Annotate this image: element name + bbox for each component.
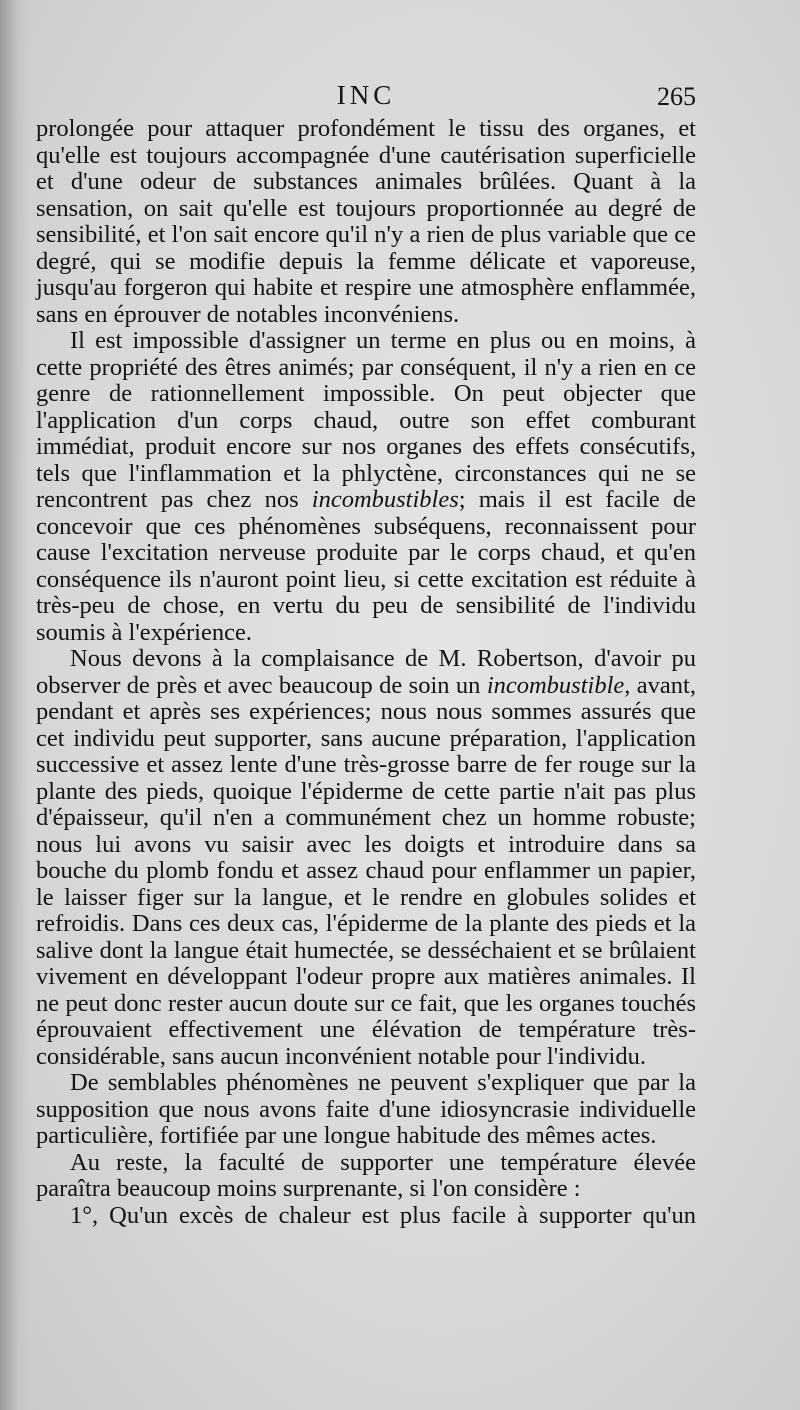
- running-head: INC: [336, 80, 396, 110]
- page-gutter-shadow: [0, 0, 30, 1410]
- paragraph-text: Il est impossible d'assigner un terme en plus ou en moins, à cette propriété des êtres animés; par conséquent, il n'y a rien en ce genre de rationnellement impossible. On peut objecter que l'application d'un corps chaud, outre son effet comburant immédiat, produit encore sur nos organes des effets consécutifs, tels que l'inflammation et la phlyctène, circonstances qui ne se rencontrent pas chez nos: [36, 327, 696, 513]
- paragraph-4: [36, 1070, 696, 1150]
- paragraph-text: De semblables phénomènes ne peuvent s'expliquer que par la supposition que nous avons faite d'une idiosyncrasie individuelle particulière, fortifiée par une longue habitude des mêmes actes.: [36, 1069, 696, 1149]
- page-number: 265: [657, 82, 696, 111]
- page-header: [36, 80, 696, 120]
- paragraph-3: [36, 646, 696, 1070]
- italic-term: incombustibles: [311, 486, 459, 513]
- paragraph-text: 1°, Qu'un excès de chaleur est plus facile à supporter qu'un: [70, 1201, 696, 1229]
- paragraph-5: [36, 1150, 696, 1203]
- paragraph-2: [36, 328, 696, 646]
- paragraph-text: prolongée pour attaquer profondément le tissu des organes, et qu'elle est toujours accompagnée d'une cautérisation superficielle et d'une odeur de substances animales brûlées. Quant à la sensation, on sait qu'elle est toujours proportionnée au degré de sensibilité, et l'on sait encore qu'il n'y a rien de plus variable que ce degré, qui se modifie depuis la femme délicate et vaporeuse, jusqu'au forgeron qui habite et respire une atmosphère enflammée, sans en éprouver de notables inconvéniens.: [36, 115, 696, 328]
- paragraph-6: [36, 1203, 696, 1230]
- paragraph-text: , avant, pendant et après ses expériences; nous nous sommes assurés que cet individu peut supporter, sans aucune préparation, l'application successive et assez lente d'une très-grosse barre de fer rouge sur la plante des pieds, quoique l'épiderme de cette partie n'ait pas plus d'épaisseur, qu'il n'en a communément chez un homme robuste; nous lui avons vu saisir avec les doigts et introduire dans sa bouche du plomb fondu et assez chaud pour enflammer un papier, le laisser figer sur la langue, et le rendre en globules solides et refroidis. Dans ces deux cas, l'épiderme de la plante des pieds et la salive dont la langue était humectée, se desséchaient et se brûlaient vivement en développant l'odeur propre aux matières animales. Il ne peut donc rester aucun doute sur ce fait, que les organes touchés éprouvaient effectivement une élévation de température très-considérable, sans aucun inconvénient notable pour l'individu.: [36, 671, 696, 1070]
- italic-term: incombustible: [486, 671, 625, 699]
- paragraph-text: ; mais il est facile de concevoir que ces phénomènes subséquens, reconnaissent pour cause l'excitation nerveuse produite par le corps chaud, et qu'en conséquence ils n'auront point lieu, si cette excitation est réduite à très-peu de chose, en vertu du peu de sensibilité de l'individu soumis à l'expérience.: [36, 486, 696, 646]
- paragraph-1: [36, 116, 696, 328]
- paragraph-text: Au reste, la faculté de supporter une température élevée paraîtra beaucoup moins surprenante, si l'on considère :: [36, 1148, 696, 1202]
- paragraph-text: Nous devons à la complaisance de M. Robertson, d'avoir pu observer de près et avec beaucoup de soin un: [36, 645, 696, 699]
- body-text: [36, 116, 696, 1229]
